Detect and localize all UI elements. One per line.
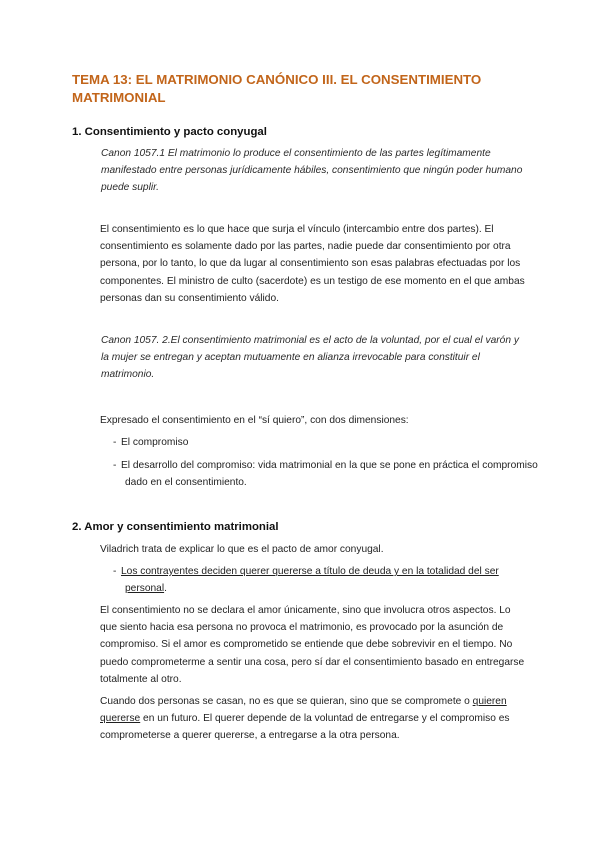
dash-marker: - — [113, 566, 117, 577]
paragraph-viladrich: Viladrich trata de explicar lo que es el pacto de amor conyugal. — [100, 544, 384, 555]
document-title: TEMA 13: EL MATRIMONIO CANÓNICO III. EL CONSENTIMIENTO MATRIMONIAL — [72, 72, 482, 105]
section-heading-amor: 2. Amor y consentimiento matrimonial — [72, 521, 279, 533]
list-item-text: El compromiso — [121, 437, 189, 448]
section-heading-consentimiento: 1. Consentimiento y pacto conyugal — [72, 126, 267, 138]
dash-marker: - — [113, 437, 117, 448]
paragraph-consentimiento-amor: El consentimiento no se declara el amor únicamente, sino que involucra otros aspectos. Lo que siento hacia esa persona no provoca el matrimonio, es provocado por la asunción de compromiso. Si el amor es comprometido se entiende que debe sobrevivir en el tiempo. No puedo comprometerme a sentir una cosa, pero sí dar el consentimiento basado en entregarse totalmente al otro. — [100, 605, 525, 685]
underlined-text: Los contrayentes deciden querer quererse a título de deuda y en la totalidad del ser personal — [121, 566, 499, 595]
dash-marker: - — [113, 460, 117, 471]
list-item-period: . — [164, 583, 167, 595]
paragraph-text-end: en un futuro. El querer depende de la voluntad de entregarse y el compromiso es comprometerse a querer quererse, a entregarse a la otra persona. — [100, 713, 510, 742]
paragraph-consentimiento-vinculo: El consentimiento es lo que hace que surja el vínculo (intercambio entre dos partes). El consentimiento es solamente dado por las partes, nadie puede dar consentimiento por otra persona, por lo tanto, lo que da lugar al consentimiento son esas palabras efectuadas por los componentes. El ministro de culto (sacerdote) es un testigo de ese momento en el que ambas personas dan su consentimiento válido. — [100, 224, 525, 304]
paragraph-si-quiero: Expresado el consentimiento en el “sí quiero”, con dos dimensiones: — [100, 415, 409, 426]
underlined-text: quieren quererse — [100, 696, 507, 725]
list-item-desarrollo — [113, 457, 543, 491]
list-item-compromiso — [113, 434, 543, 451]
paragraph-personas-se-casan — [100, 693, 530, 745]
paragraph-text-start: Cuando dos personas se casan, no es que se quieran, sino que se compromete o — [100, 696, 473, 707]
canon-quote-1057-2: Canon 1057. 2.El consentimiento matrimonial es el acto de la voluntad, por el cual el varón y la mujer se entregan y aceptan mutuamente en alianza irrevocable para constituir el matrimonio. — [101, 335, 519, 381]
list-item-contrayentes — [113, 563, 543, 597]
list-item-text: El desarrollo del compromiso: vida matrimonial en la que se pone en práctica el compromiso dado en el consentimiento. — [121, 460, 538, 489]
canon-quote-1057-1: Canon 1057.1 El matrimonio lo produce el consentimiento de las partes legítimamente manifestado entre personas jurídicamente hábiles, consentimiento que ningún poder humano puede suplir. — [101, 148, 523, 194]
